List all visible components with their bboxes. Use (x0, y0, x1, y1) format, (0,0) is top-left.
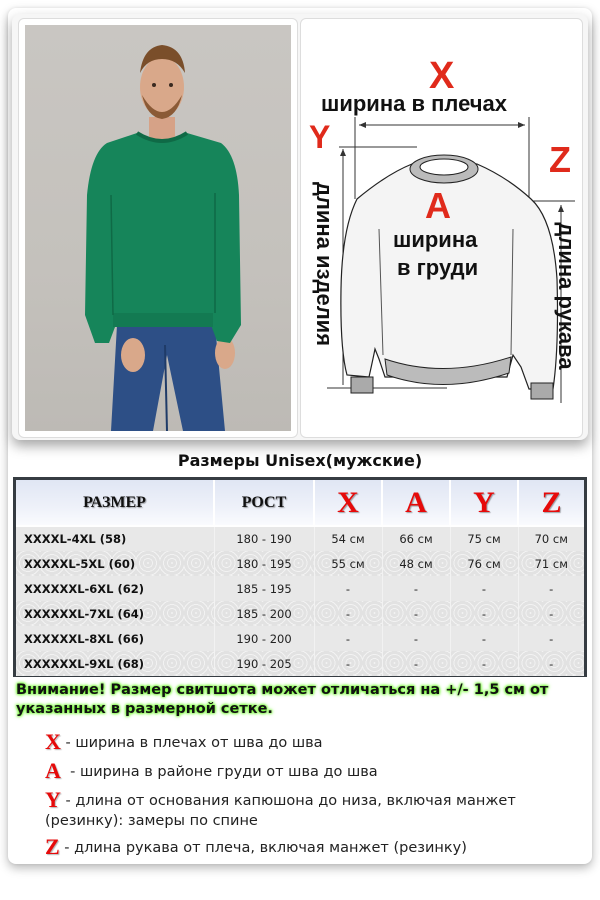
legend-letter-z: Z (45, 834, 60, 859)
x-cell: - (314, 601, 382, 626)
table-header-row (16, 480, 584, 526)
y-cell: - (450, 601, 518, 626)
legend-text-y-continuation: (резинку): замеры по спине (45, 813, 258, 829)
model-illustration (25, 25, 291, 431)
size-cell: XXXXXL-5XL (60) (16, 551, 214, 576)
legend-letter-a: A (45, 758, 61, 783)
y-cell: - (450, 651, 518, 676)
header-height: РОСТ (214, 480, 314, 526)
height-cell: 190 - 200 (214, 626, 314, 651)
y-cell: - (450, 626, 518, 651)
z-cell: - (518, 576, 584, 601)
legend-item-x (45, 728, 585, 757)
a-cell: 48 см (382, 551, 450, 576)
x-cell: 55 см (314, 551, 382, 576)
table-row (16, 526, 584, 551)
table-row (16, 551, 584, 576)
legend-letter-y: Y (45, 787, 61, 812)
x-cell: - (314, 651, 382, 676)
y-cell: - (450, 576, 518, 601)
header-a: A (382, 480, 450, 526)
legend-text-a: - ширина в районе груди от шва до шва (60, 764, 378, 780)
legend-item-a (45, 757, 585, 786)
legend-item-z (45, 833, 585, 862)
height-cell: 185 - 195 (214, 576, 314, 601)
a-cell: - (382, 601, 450, 626)
height-cell: 190 - 205 (214, 651, 314, 676)
product-photo (25, 25, 291, 431)
y-cell: 76 см (450, 551, 518, 576)
z-cell: - (518, 651, 584, 676)
legend-text-z: - длина рукава от плеча, включая манжет (резинку) (59, 840, 467, 856)
size-cell: XXXXXXL-6XL (62) (16, 576, 214, 601)
legend-text-x: - ширина в плечах от шва до шва (60, 735, 323, 751)
sweatshirt-diagram (307, 55, 579, 403)
z-cell: - (518, 601, 584, 626)
legend-text-y: - длина от основания капюшона до низа, включая манжет (60, 793, 516, 809)
header-y: Y (450, 480, 518, 526)
a-label-line1: ширина (393, 227, 478, 252)
z-cell: 71 см (518, 551, 584, 576)
table-row (16, 626, 584, 651)
x-label: ширина в плечах (321, 91, 508, 116)
a-letter: A (425, 185, 451, 226)
size-chart-title: Размеры Unisex(мужские) (177, 451, 423, 470)
a-cell: 66 см (382, 526, 450, 551)
header-z: Z (518, 480, 584, 526)
height-cell: 180 - 190 (214, 526, 314, 551)
size-table (13, 477, 587, 677)
table-row (16, 576, 584, 601)
a-cell: - (382, 626, 450, 651)
product-photo-card (18, 18, 298, 438)
size-cell: XXXXXXL-8XL (66) (16, 626, 214, 651)
x-cell: - (314, 576, 382, 601)
header-x: X (314, 480, 382, 526)
size-cell: XXXXXXL-7XL (64) (16, 601, 214, 626)
a-label-line2: в груди (397, 255, 479, 280)
x-letter: X (429, 55, 455, 97)
legend-letter-x: X (45, 729, 61, 754)
x-cell: - (314, 626, 382, 651)
z-cell: 70 см (518, 526, 584, 551)
a-cell: - (382, 576, 450, 601)
a-cell: - (382, 651, 450, 676)
header-size: РАЗМЕР (16, 480, 214, 526)
x-cell: 54 см (314, 526, 382, 551)
table-row (16, 651, 584, 676)
y-letter: Y (309, 119, 331, 155)
z-letter: Z (549, 139, 571, 180)
measurement-diagram-card (300, 18, 583, 438)
z-label: длина рукава (554, 222, 579, 370)
z-cell: - (518, 626, 584, 651)
height-cell: 185 - 200 (214, 601, 314, 626)
measurement-legend (45, 728, 585, 862)
y-label: длина изделия (312, 181, 337, 347)
size-cell: XXXXXXL-9XL (68) (16, 651, 214, 676)
table-row (16, 601, 584, 626)
size-cell: XXXXL-4XL (58) (16, 526, 214, 551)
height-cell: 180 - 195 (214, 551, 314, 576)
y-cell: 75 см (450, 526, 518, 551)
size-warning-note: Внимание! Размер свитшота может отличаться на +/- 1,5 см от указанных в размерной сетке. (16, 682, 549, 717)
